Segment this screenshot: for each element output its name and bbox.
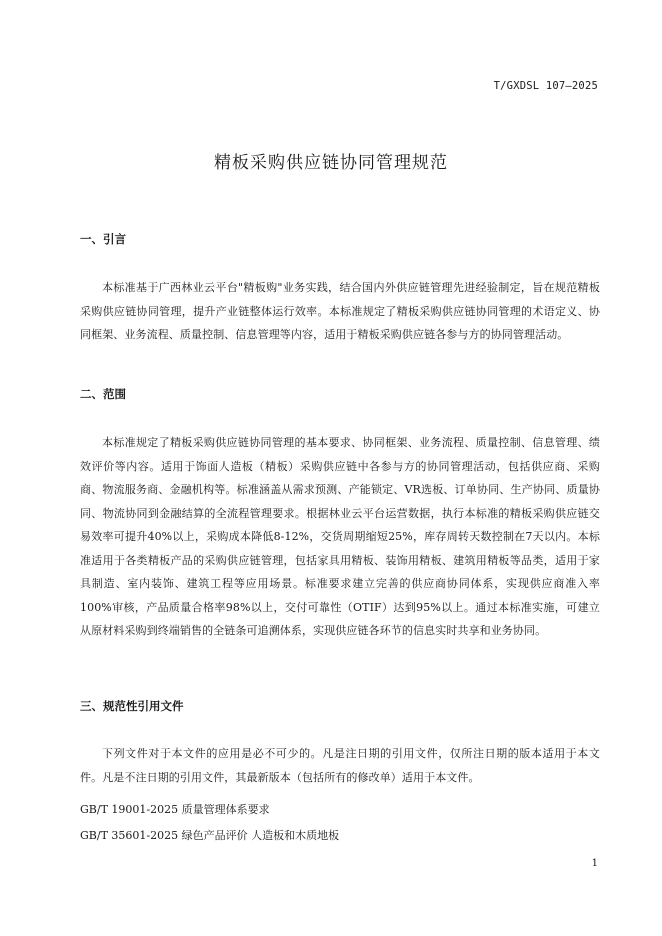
document-title: 精板采购供应链协同管理规范 bbox=[214, 153, 448, 173]
scope-paragraph: 本标准规定了精板采购供应链协同管理的基本要求、协同框架、业务流程、质量控制、信息管理、绩效评价等内容。适用于饰面人造板（精板）采购供应链中各参与方的协同管理活动，包括供应商、采购商、物流服务商、金融机构等。标准涵盖从需求预测、产能锁定、VR选板、订单协同、生产协同、质量协同、物流协同到金融结算的全流程管理要求。根据林业云平台运营数据，执行本标准的精板采购供应链交易效率可提升40%以上，采购成本降低8-12%，交货周期缩短25%，库存周转天数控制在7天以内。本标准适用于各类精板产品的采购供应链管理，包括家具用精板、装饰用精板、建筑用精板等品类，适用于家具制造、室内装饰、建筑工程等应用场景。标准要求建立完善的供应商协同体系，实现供应商准入率100%审核，产品质量合格率98%以上，交付可靠性（OTIF）达到95%以上。通过本标准实施，可建立从原材料采购到终端销售的全链条可追溯体系，实现供应链各环节的信息实时共享和业务协同。 bbox=[80, 436, 600, 637]
section-heading-introduction: 一、引言 bbox=[80, 232, 126, 246]
page-number: 1 bbox=[591, 858, 598, 869]
standard-code: T/GXDSL 107—2025 bbox=[493, 80, 598, 92]
reference-item: GB/T 19001-2025 质量管理体系要求 bbox=[80, 803, 270, 816]
section-heading-normative-references: 三、规范性引用文件 bbox=[80, 699, 184, 713]
reference-item: GB/T 35601-2025 绿色产品评价 人造板和木质地板 bbox=[80, 829, 340, 842]
normative-references-paragraph: 下列文件对于本文件的应用是必不可少的。凡是注日期的引用文件，仅所注日期的版本适用于本文件。凡是不注日期的引用文件，其最新版本（包括所有的修改单）适用于本文件。 bbox=[80, 747, 600, 784]
section-heading-scope: 二、范围 bbox=[80, 387, 126, 401]
introduction-paragraph: 本标准基于广西林业云平台"精板购"业务实践，结合国内外供应链管理先进经验制定，旨在规范精板采购供应链协同管理，提升产业链整体运行效率。本标准规定了精板采购供应链协同管理的术语定义、协同框架、业务流程、质量控制、信息管理等内容，适用于精板采购供应链各参与方的协同管理活动。 bbox=[80, 281, 600, 341]
